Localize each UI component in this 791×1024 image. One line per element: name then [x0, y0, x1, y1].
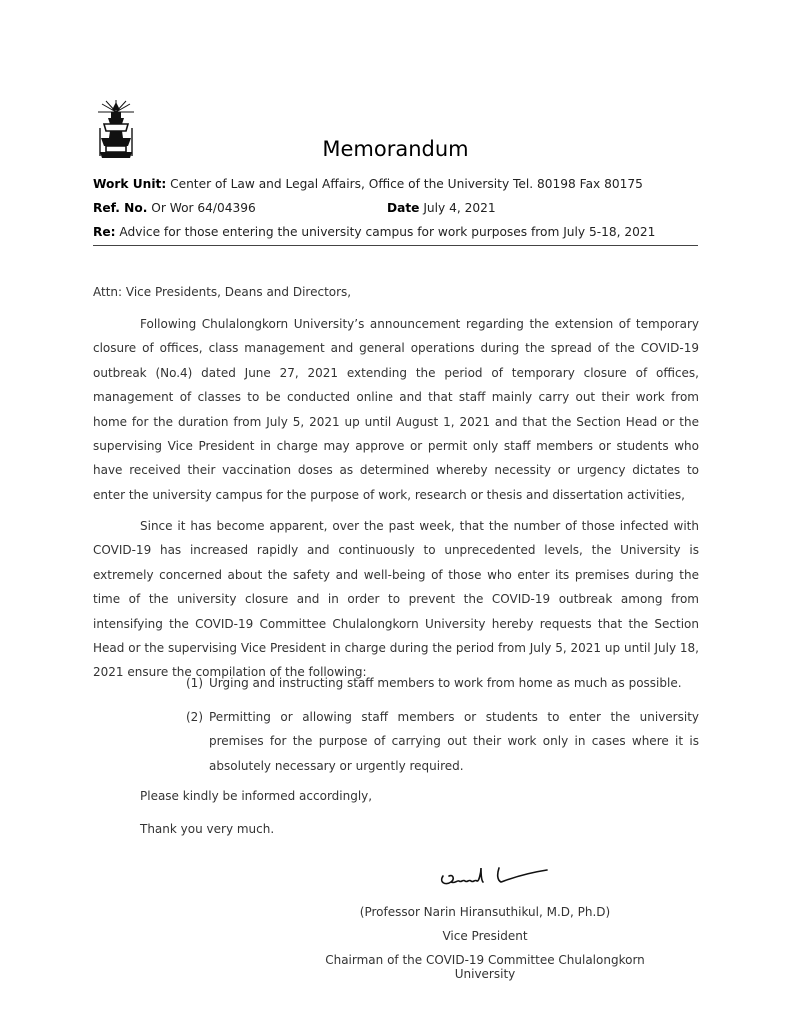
date-value: July 4, 2021	[423, 201, 496, 215]
work-unit-value: Center of Law and Legal Affairs, Office of the University Tel. 80198 Fax 80175	[170, 177, 643, 191]
body-paragraph: Since it has become apparent, over the past week, that the number of those infected with COVID-19 has increased rapidly and continuously to unprecedented levels, the University is extremely concerned about the safety and well-being of those who enter its premises during the time of the university closure and in order to prevent the COVID-19 outbreak among from intensifying the COVID-19 Committee Chulalongkorn University hereby requests that the Section Head or the supervising Vice President in charge during the period from July 5, 2021 up until July 18, 2021 ensure the compilation of the following:	[93, 519, 699, 680]
ref-no-value: Or Wor 64/04396	[151, 201, 256, 215]
list-item-number: (1)	[186, 676, 203, 690]
list-item	[186, 705, 699, 778]
subject-line	[93, 225, 655, 239]
date-label: Date	[387, 201, 420, 215]
list-item-text: Urging and instructing staff members to work from home as much as possible.	[209, 676, 682, 690]
date-line	[387, 201, 496, 215]
handwritten-signature	[437, 862, 549, 892]
subject-value: Advice for those entering the university campus for work purposes from July 5-18, 2021	[119, 225, 656, 239]
ref-no-line	[93, 201, 256, 215]
subject-label: Re:	[93, 225, 116, 239]
attention-line: Attn: Vice Presidents, Deans and Directors,	[93, 285, 352, 299]
closing-line: Thank you very much.	[140, 822, 275, 836]
signatory-name: (Professor Narin Hiransuthikul, M.D, Ph.D)	[359, 905, 611, 919]
header-divider	[93, 245, 698, 246]
work-unit-line	[93, 177, 643, 191]
ref-no-label: Ref. No.	[93, 201, 148, 215]
list-item-text: Permitting or allowing staff members or students to enter the university premises for the purpose of carrying out their work only in cases where it is absolutely necessary or urgently required.	[209, 710, 699, 773]
list-item-number: (2)	[186, 710, 203, 724]
signatory-position: Vice President	[442, 929, 528, 943]
document-title: Memorandum	[322, 137, 469, 161]
closing-line: Please kindly be informed accordingly,	[140, 789, 373, 803]
list-item	[186, 671, 699, 695]
work-unit-label: Work Unit:	[93, 177, 167, 191]
body-paragraph: Following Chulalongkorn University’s announcement regarding the extension of temporary closure of offices, class management and general operations during the spread of the COVID-19 outbreak (No.4) dated June 27, 2021 extending the period of temporary closure of offices, management of classes to be conducted online and that staff mainly carry out their work from home for the duration from July 5, 2021 up until August 1, 2021 and that the Section Head or the supervising Vice President in charge may approve or permit only staff members or students who have received their vaccination doses as determined whereby necessity or urgency dictates to enter the university campus for the purpose of work, research or thesis and dissertation activities,	[93, 317, 699, 502]
signatory-role: Chairman of the COVID-19 Committee Chulalongkorn University	[325, 953, 645, 981]
